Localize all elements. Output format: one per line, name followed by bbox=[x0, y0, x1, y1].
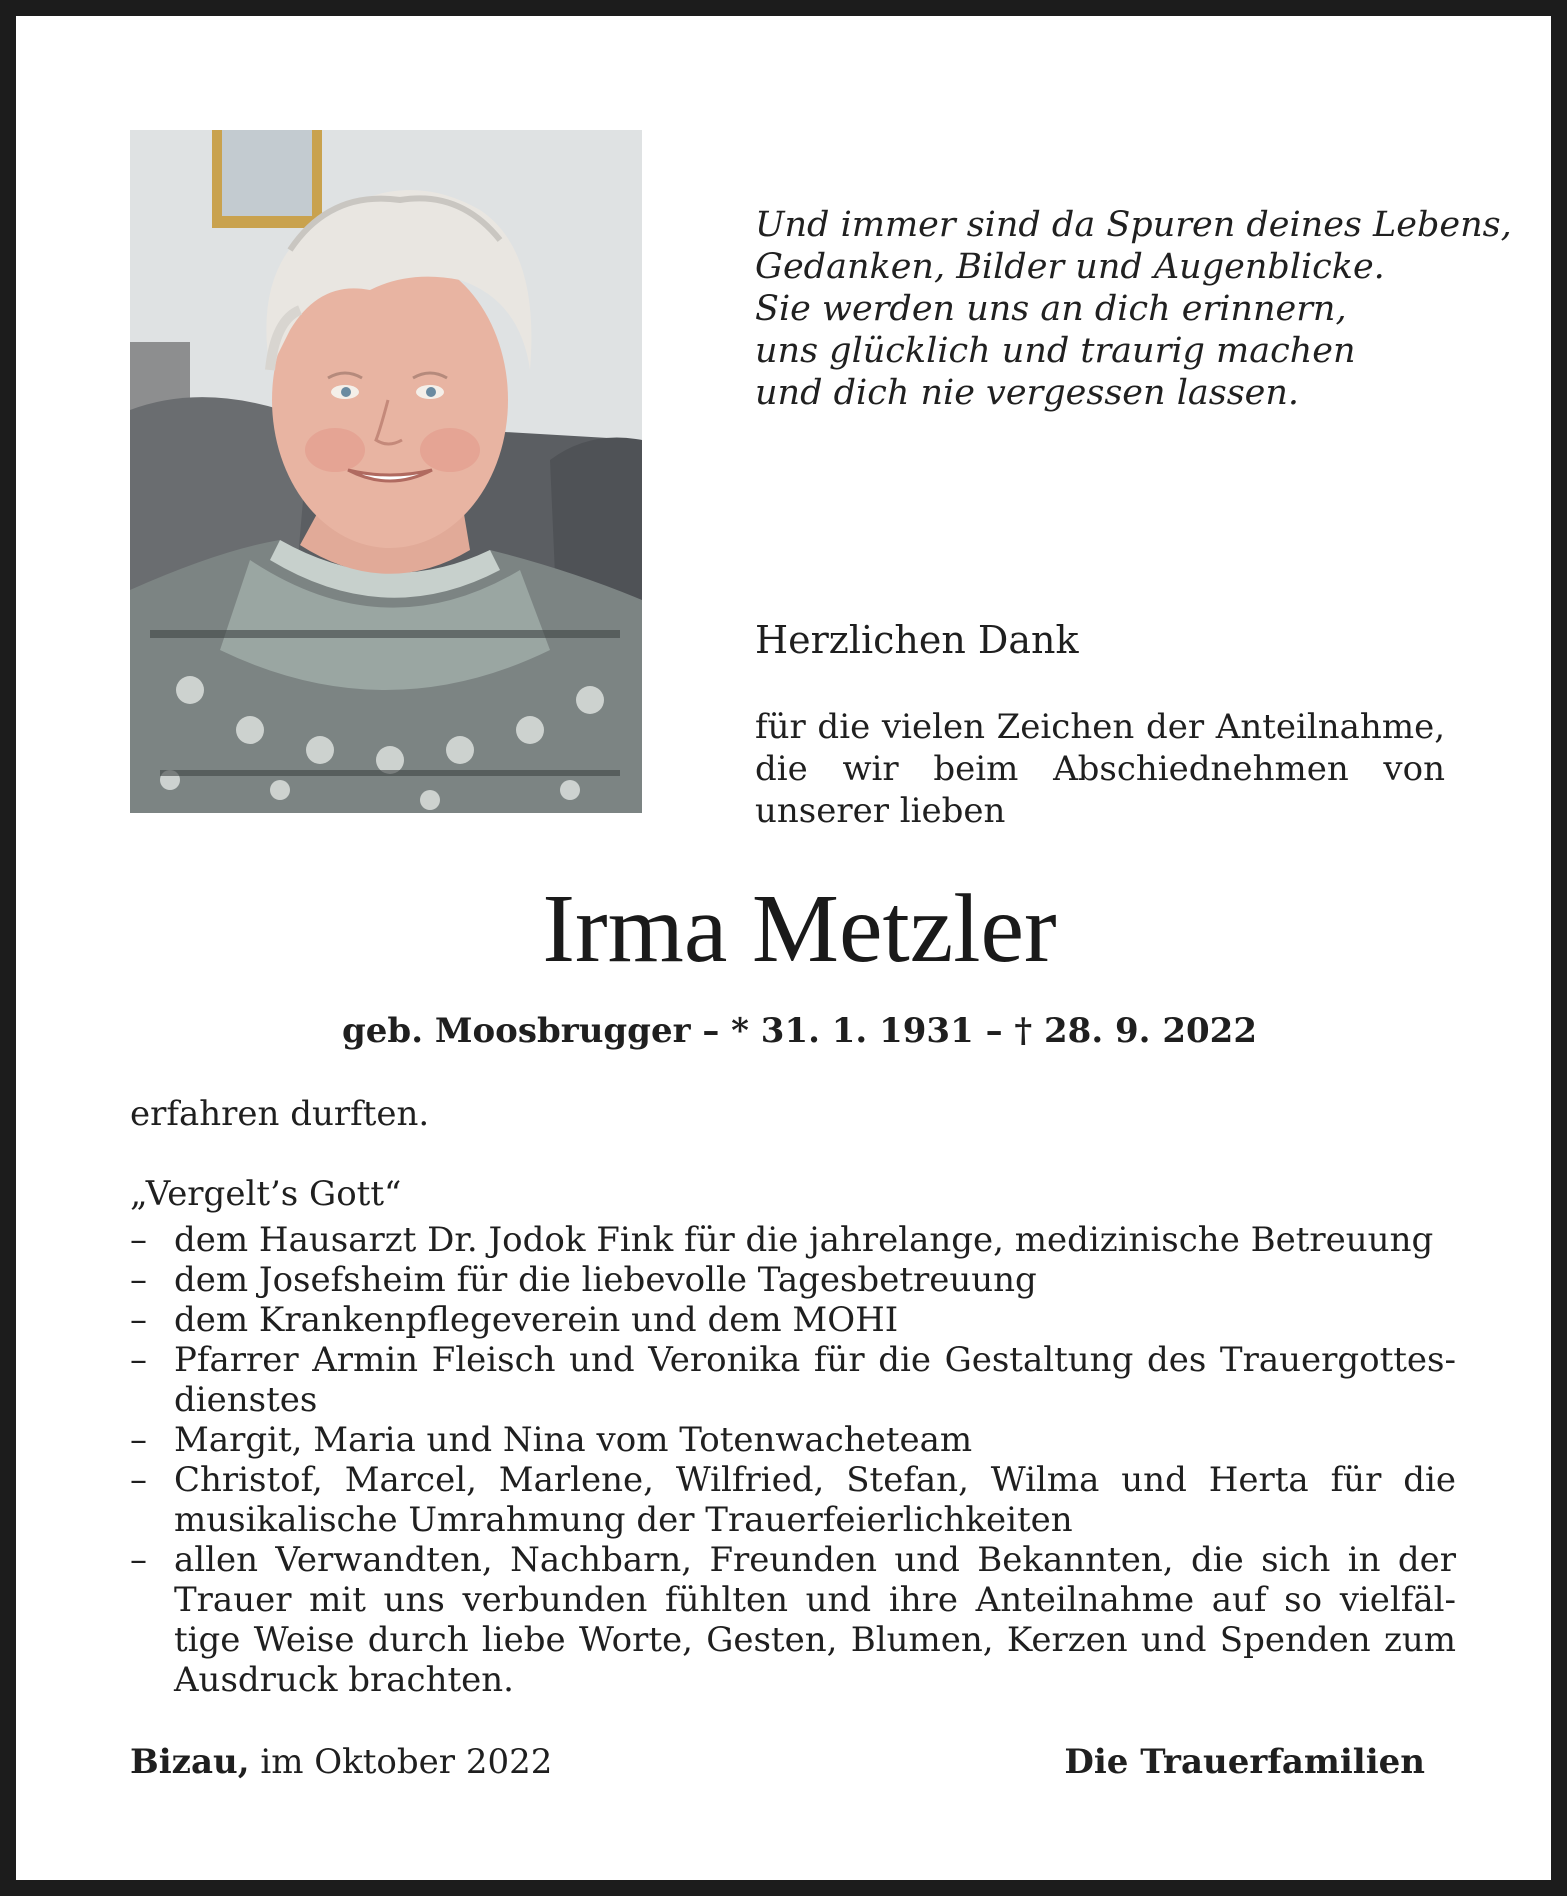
thanks-intro-line: unserer lieben bbox=[755, 791, 1006, 831]
list-dash: – bbox=[130, 1260, 147, 1300]
list-dash: – bbox=[130, 1540, 147, 1580]
thanks-list-item bbox=[130, 1540, 1456, 1700]
thanks-body bbox=[130, 1094, 1456, 1700]
place-name: Bizau, bbox=[130, 1742, 250, 1782]
list-item-line: dienstes bbox=[174, 1380, 318, 1420]
list-item-line: Margit, Maria und Nina vom Totenwacheteam bbox=[174, 1420, 973, 1460]
list-item-text bbox=[174, 1420, 1456, 1460]
list-item-text bbox=[174, 1340, 1456, 1420]
thanks-list-item bbox=[130, 1220, 1456, 1260]
list-item-line: tige Weise durch liebe Worte, Gesten, Blumen, Kerzen und Spenden zum bbox=[174, 1620, 1456, 1660]
thanks-list-item bbox=[130, 1460, 1456, 1540]
thanks-list-item bbox=[130, 1260, 1456, 1300]
portrait-illustration bbox=[130, 130, 642, 813]
list-item-line: Trauer mit uns verbunden fühlten und ihre Anteilnahme auf so vielfäl- bbox=[174, 1580, 1456, 1620]
thanks-intro bbox=[755, 706, 1445, 832]
deceased-name: Irma Metzler bbox=[542, 875, 1057, 983]
list-item-line: Ausdruck brachten. bbox=[174, 1660, 514, 1700]
poem-line: uns glücklich und traurig machen bbox=[755, 331, 1356, 371]
thanks-list bbox=[130, 1220, 1456, 1700]
list-item-line: dem Krankenpflegeverein und dem MOHI bbox=[174, 1300, 899, 1340]
memorial-poem bbox=[755, 204, 1512, 414]
list-item-line: dem Hausarzt Dr. Jodok Fink für die jahrelange, medizinische Betreuung bbox=[174, 1220, 1434, 1260]
list-dash: – bbox=[130, 1420, 147, 1460]
poem-line: Und immer sind da Spuren deines Lebens, bbox=[755, 205, 1512, 245]
list-item-line: allen Verwandten, Nachbarn, Freunden und Bekannten, die sich in der bbox=[174, 1540, 1456, 1580]
list-item-text bbox=[174, 1460, 1456, 1540]
life-dates: geb. Moosbrugger – * 31. 1. 1931 – † 28. 9. 2022 bbox=[342, 1011, 1257, 1051]
vergelts-gott: „Vergelt’s Gott“ bbox=[130, 1174, 402, 1214]
list-item-text bbox=[174, 1260, 1456, 1300]
list-item-line: Pfarrer Armin Fleisch und Veronika für die Gestaltung des Trauergottes- bbox=[174, 1340, 1456, 1380]
list-dash: – bbox=[130, 1220, 147, 1260]
place-date bbox=[130, 1740, 552, 1784]
date-text: im Oktober 2022 bbox=[249, 1742, 553, 1782]
poem-line: und dich nie vergessen lassen. bbox=[755, 373, 1300, 413]
list-item-text bbox=[174, 1300, 1456, 1340]
list-item-line: musikalische Umrahmung der Trauerfeierlichkeiten bbox=[174, 1500, 1073, 1540]
thanks-list-item bbox=[130, 1420, 1456, 1460]
list-item-line: dem Josefsheim für die liebevolle Tagesbetreuung bbox=[174, 1260, 1037, 1300]
list-dash: – bbox=[130, 1340, 147, 1380]
portrait-photo bbox=[130, 130, 642, 813]
list-item-text bbox=[174, 1220, 1456, 1260]
poem-line: Sie werden uns an dich erinnern, bbox=[755, 289, 1347, 329]
thanks-list-item bbox=[130, 1300, 1456, 1340]
continuation-text: erfahren durften. bbox=[130, 1094, 430, 1134]
signature: Die Trauerfamilien bbox=[1064, 1742, 1425, 1782]
list-item-text bbox=[174, 1540, 1456, 1700]
thanks-intro-line: für die vielen Zeichen der Anteilnahme, bbox=[755, 707, 1445, 747]
list-dash: – bbox=[130, 1300, 147, 1340]
thanks-list-item bbox=[130, 1340, 1456, 1420]
poem-line: Gedanken, Bilder und Augenblicke. bbox=[755, 247, 1385, 287]
list-item-line: Christof, Marcel, Marlene, Wilfried, Stefan, Wilma und Herta für die bbox=[174, 1460, 1456, 1500]
list-dash: – bbox=[130, 1460, 147, 1500]
thanks-intro-line: die wir beim Abschiednehmen von bbox=[755, 749, 1445, 789]
thanks-heading: Herzlichen Dank bbox=[755, 618, 1079, 662]
